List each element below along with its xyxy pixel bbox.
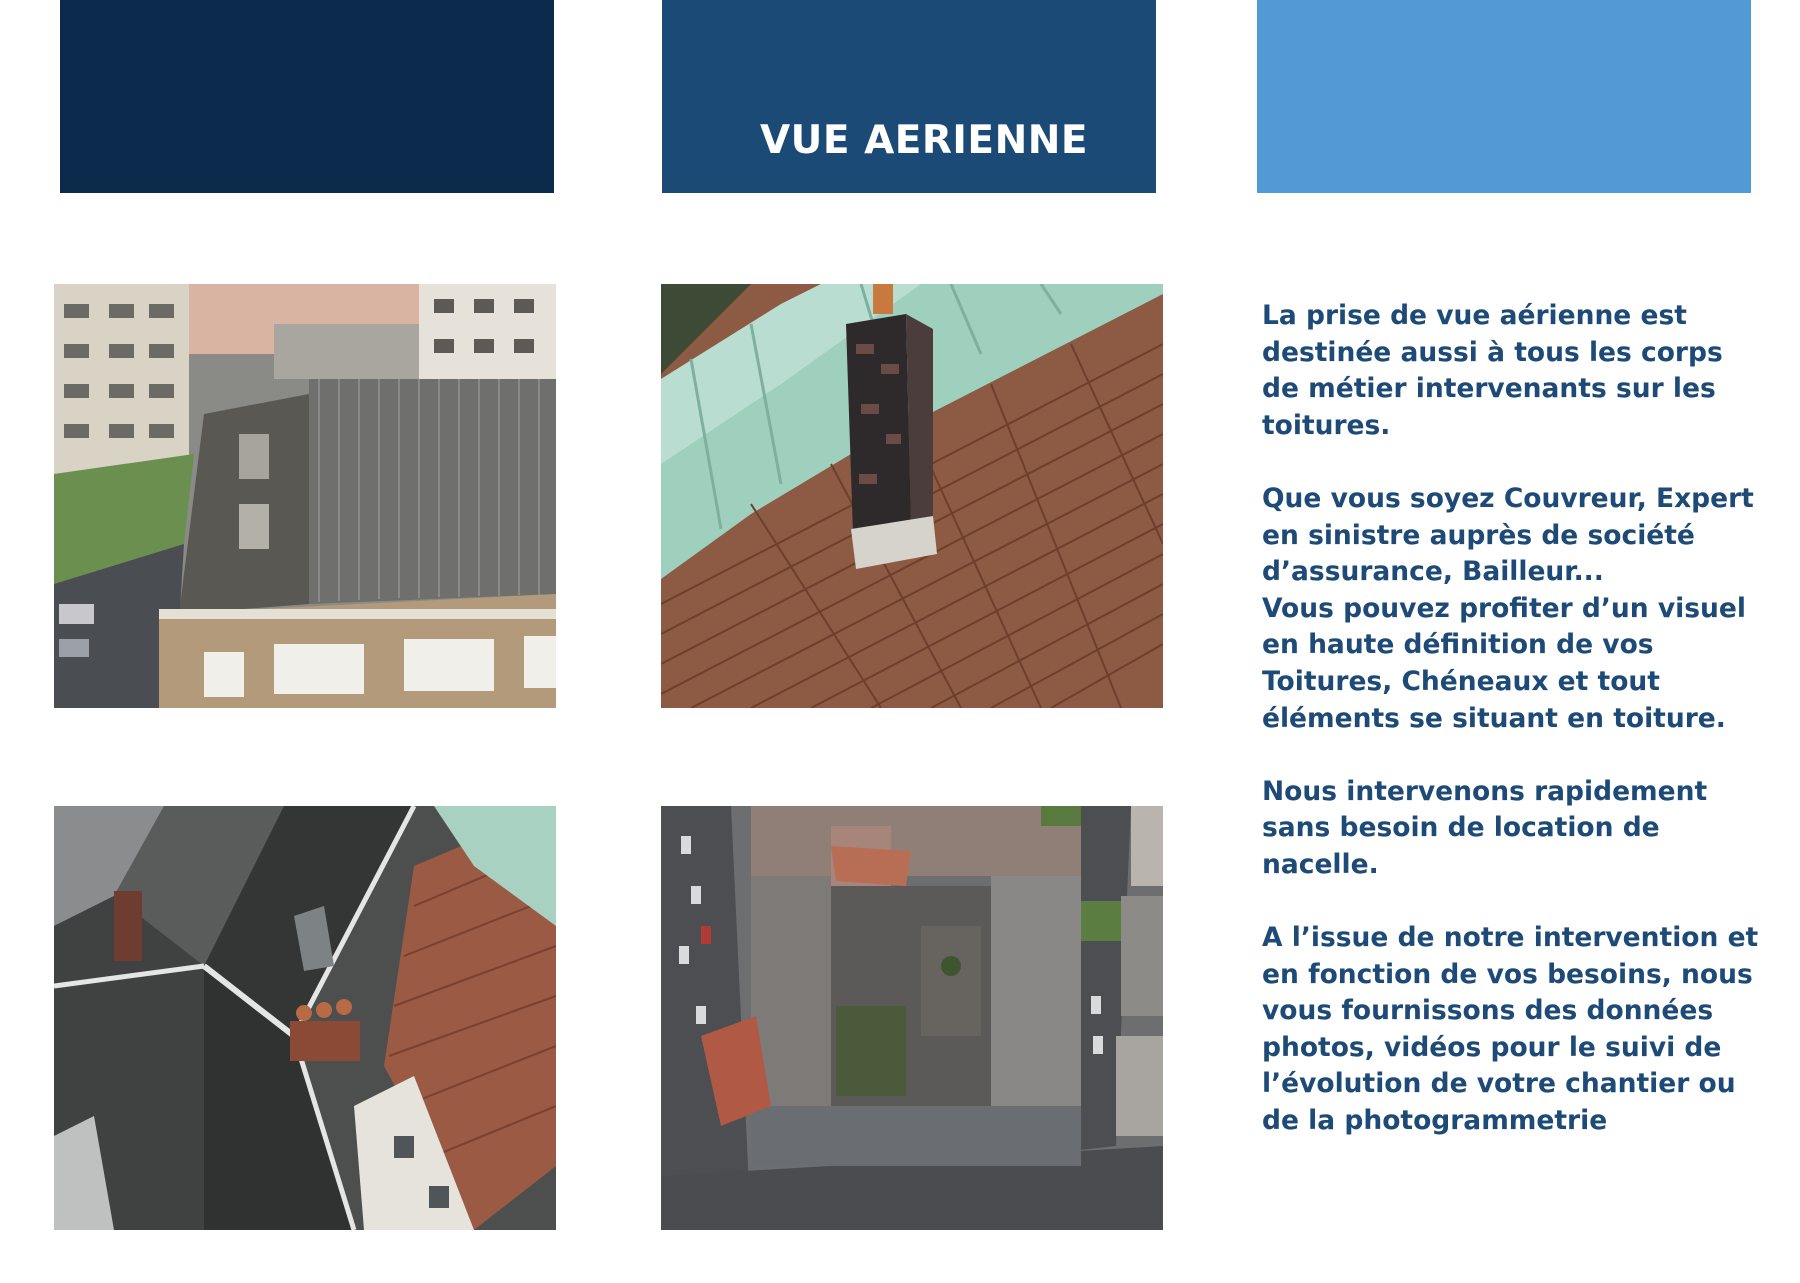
text-line: La prise de vue aérienne est <box>1262 300 1687 331</box>
page-title: VUE AERIENNE <box>760 118 1088 163</box>
text-line: de la photogrammetrie <box>1262 1105 1608 1137</box>
text-line: vous fournissons des données <box>1262 995 1714 1027</box>
text-line: A l’issue de notre intervention et <box>1262 922 1759 954</box>
paragraph-intro <box>1262 298 1762 444</box>
photo-chimney-tiled-roof <box>661 284 1163 708</box>
text-line: Vous pouvez profiter d’un visuel <box>1262 592 1746 624</box>
photo-flat-roof-buildings <box>54 284 556 708</box>
paragraph-audience <box>1262 481 1762 737</box>
text-line: toitures. <box>1262 409 1391 441</box>
text-line: en fonction de vos besoins, nous <box>1262 958 1753 990</box>
photo-slate-roofs-chimneys <box>54 806 556 1230</box>
text-line: d’assurance, Bailleur... <box>1262 556 1604 588</box>
text-line: éléments se situant en toiture. <box>1262 702 1726 734</box>
text-line: de métier intervenants sur les <box>1262 373 1716 405</box>
header-band-dark <box>60 0 554 193</box>
text-line: nacelle. <box>1262 848 1379 880</box>
header-band-light <box>1257 0 1751 193</box>
description-text <box>1262 298 1762 1176</box>
text-line: l’évolution de votre chantier ou <box>1262 1068 1736 1100</box>
text-line: en sinistre auprès de société <box>1262 519 1695 551</box>
text-line: en haute définition de vos <box>1262 629 1654 661</box>
text-line: Toitures, Chéneaux et tout <box>1262 665 1660 697</box>
text-line: sans besoin de location de <box>1262 812 1660 844</box>
photo-top-down-city-block <box>661 806 1163 1230</box>
paragraph-deliverables <box>1262 920 1762 1140</box>
header-band-title <box>662 0 1156 193</box>
paragraph-intervention <box>1262 774 1762 884</box>
text-line: Que vous soyez Couvreur, Expert <box>1262 482 1754 514</box>
text-line: destinée aussi à tous les corps <box>1262 336 1723 368</box>
text-line: Nous intervenons rapidement <box>1262 775 1708 807</box>
text-line: photos, vidéos pour le suivi de <box>1262 1031 1722 1063</box>
